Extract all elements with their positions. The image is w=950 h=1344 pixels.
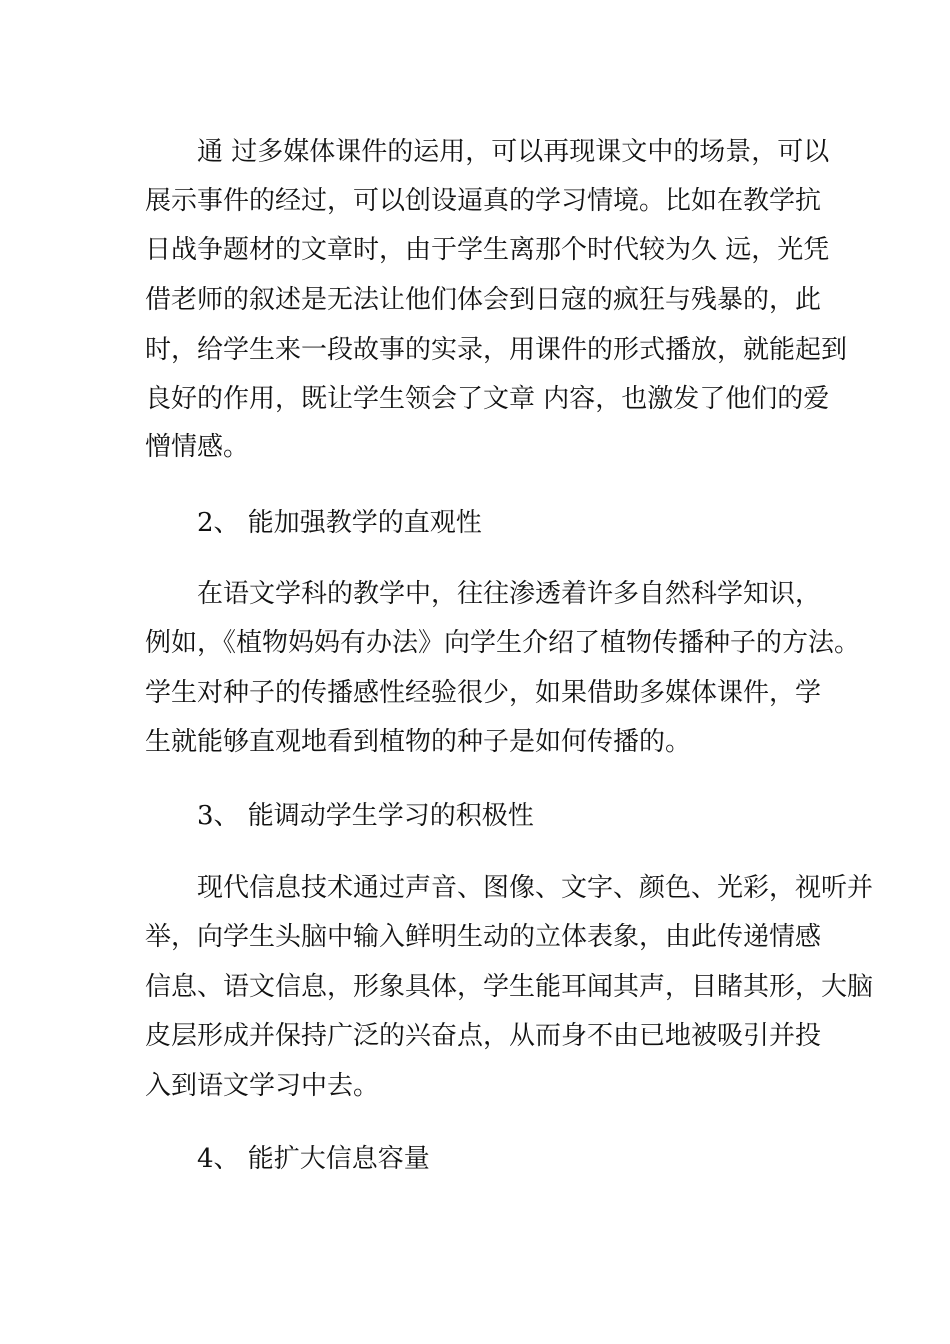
heading-3: 3、 能调动学生学习的积极性 bbox=[197, 801, 534, 831]
paragraph-1-line-7: 憎情感。 bbox=[145, 432, 250, 462]
paragraph-1-line-1: 通 过多媒体课件的运用，可以再现课文中的场景，可以 bbox=[197, 137, 830, 167]
paragraph-1-line-2: 展示事件的经过，可以创设逼真的学习情境。比如在教学抗 bbox=[145, 186, 822, 216]
paragraph-2-line-1: 在语文学科的教学中，往往渗透着许多自然科学知识， bbox=[197, 579, 822, 609]
paragraph-1-line-6: 良好的作用，既让学生领会了文章 内容，也激发了他们的爱 bbox=[145, 384, 830, 414]
paragraph-3-line-1: 现代信息技术通过声音、图像、文字、颜色、光彩，视听并 bbox=[197, 873, 874, 903]
paragraph-1-line-4: 借老师的叙述是无法让他们体会到日寇的疯狂与残暴的，此 bbox=[145, 285, 822, 315]
paragraph-1-line-5: 时，给学生来一段故事的实录，用课件的形式播放，就能起到 bbox=[145, 335, 848, 365]
paragraph-2-line-3: 学生对种子的传播感性经验很少，如果借助多媒体课件，学 bbox=[145, 678, 822, 708]
heading-4: 4、 能扩大信息容量 bbox=[197, 1144, 430, 1174]
paragraph-1-line-3: 日战争题材的文章时，由于学生离那个时代较为久 远，光凭 bbox=[145, 235, 830, 265]
paragraph-2-line-2: 例如，《植物妈妈有办法》向学生介绍了植物传播种子的方法。 bbox=[145, 628, 861, 658]
paragraph-3-line-5: 入到语文学习中去。 bbox=[145, 1071, 380, 1101]
paragraph-2-line-4: 生就能够直观地看到植物的种子是如何传播的。 bbox=[145, 727, 692, 757]
heading-2: 2、 能加强教学的直观性 bbox=[197, 508, 482, 538]
paragraph-3-line-3: 信息、语文信息，形象具体，学生能耳闻其声，目睹其形，大脑 bbox=[145, 972, 874, 1002]
paragraph-3-line-2: 举，向学生头脑中输入鲜明生动的立体表象，由此传递情感 bbox=[145, 922, 822, 952]
paragraph-3-line-4: 皮层形成并保持广泛的兴奋点，从而身不由已地被吸引并投 bbox=[145, 1021, 822, 1051]
